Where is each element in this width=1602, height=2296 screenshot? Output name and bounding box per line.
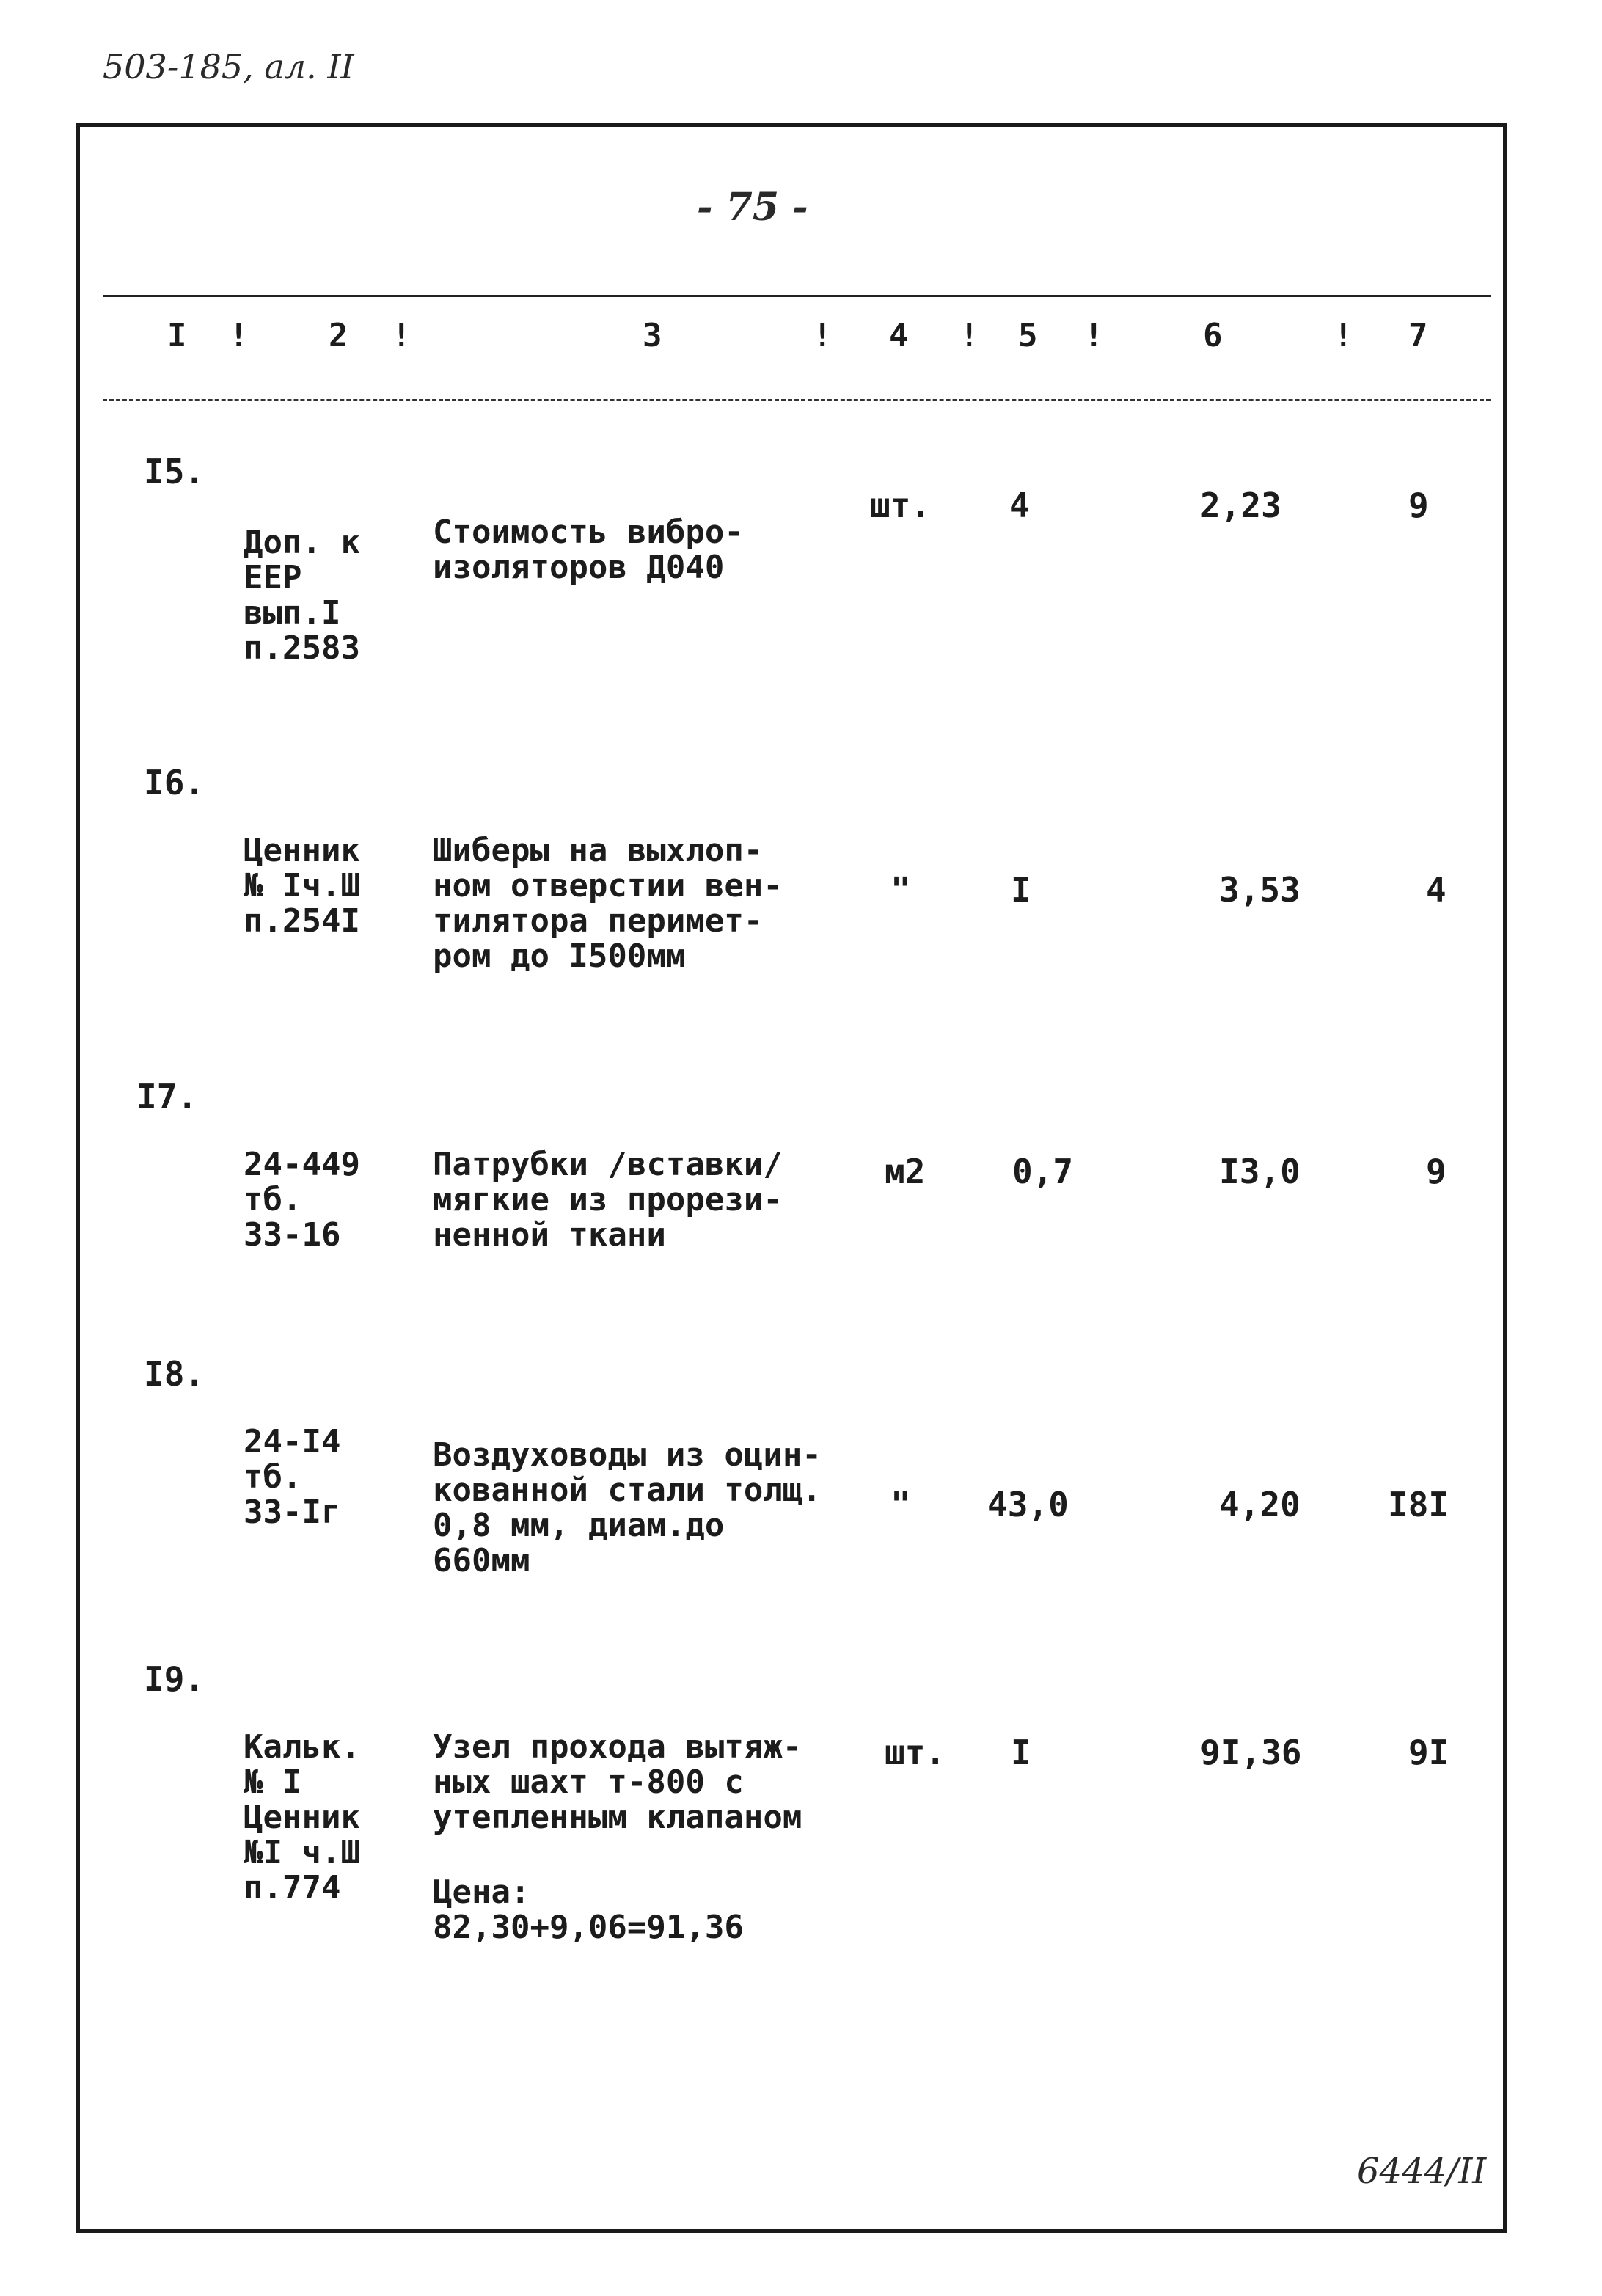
- page-number: - 75 -: [697, 185, 808, 230]
- row-number: I6.: [144, 763, 205, 802]
- column-separator: !: [229, 317, 249, 354]
- row-basis: Доп. к ЕЕР вып.I п.2583: [244, 524, 360, 667]
- column-header-4: 4: [889, 317, 909, 354]
- row-unit: ": [890, 870, 911, 910]
- row-unit: м2: [885, 1152, 926, 1191]
- row-price: I3,0: [1219, 1152, 1301, 1191]
- row-description: Шиберы на выхлоп- ном отверстии вен- тилятора перимет- ром до I500мм: [433, 832, 783, 975]
- header-top-rule: [103, 295, 1491, 297]
- row-unit: ": [890, 1485, 911, 1524]
- row-basis: Ценник № Iч.Ш п.254I: [244, 832, 360, 940]
- archive-reference: 503-185, ал. II: [103, 47, 354, 87]
- row-price: 2,23: [1200, 486, 1281, 525]
- row-number: I9.: [144, 1659, 205, 1699]
- row-price: 9I,36: [1200, 1733, 1302, 1772]
- row-number: I7.: [136, 1077, 198, 1116]
- row-total: 9I: [1408, 1733, 1449, 1772]
- row-quantity: 4: [1009, 486, 1030, 525]
- row-description: Патрубки /вставки/ мягкие из прорези- ненной ткани: [433, 1146, 783, 1254]
- row-description: Узел прохода вытяж- ных шахт т-800 с утепленным клапаном: [433, 1728, 802, 1836]
- row-price: 4,20: [1219, 1485, 1301, 1524]
- column-separator: !: [959, 317, 979, 354]
- row-unit: шт.: [870, 486, 932, 525]
- column-header-1: I: [167, 317, 187, 354]
- footer-reference: 6444/II: [1357, 2151, 1487, 2192]
- row-total: 9: [1426, 1152, 1446, 1191]
- row-total: I8I: [1388, 1485, 1449, 1524]
- row-quantity: I: [1011, 870, 1031, 910]
- column-separator: !: [392, 317, 412, 354]
- column-separator: !: [1334, 317, 1353, 354]
- row-unit: шт.: [885, 1733, 946, 1772]
- column-header-5: 5: [1018, 317, 1038, 354]
- row-price: 3,53: [1219, 870, 1301, 910]
- column-header-3: 3: [643, 317, 662, 354]
- row-price-note: Цена: 82,30+9,06=91,36: [433, 1873, 744, 1946]
- row-basis: 24-449 тб. 33-16: [244, 1146, 360, 1254]
- row-number: I8.: [144, 1354, 205, 1394]
- row-quantity: 43,0: [987, 1485, 1069, 1524]
- row-quantity: 0,7: [1012, 1152, 1074, 1191]
- column-header-7: 7: [1408, 317, 1428, 354]
- row-total: 9: [1408, 486, 1429, 525]
- row-total: 4: [1426, 870, 1446, 910]
- column-header-2: 2: [329, 317, 348, 354]
- row-quantity: I: [1011, 1733, 1031, 1772]
- column-separator: !: [813, 317, 833, 354]
- column-header-6: 6: [1203, 317, 1223, 354]
- row-basis: Кальк. № I Ценник №I ч.Ш п.774: [244, 1728, 360, 1906]
- header-bottom-rule: [103, 399, 1491, 401]
- row-description: Стоимость вибро- изоляторов Д040: [433, 513, 744, 586]
- column-separator: !: [1084, 317, 1104, 354]
- row-number: I5.: [144, 452, 205, 491]
- row-basis: 24-I4 тб. 33-Iг: [244, 1423, 341, 1531]
- row-description: Воздуховоды из оцин- кованной стали толщ. 0,8 мм, диам.до 660мм: [433, 1436, 822, 1579]
